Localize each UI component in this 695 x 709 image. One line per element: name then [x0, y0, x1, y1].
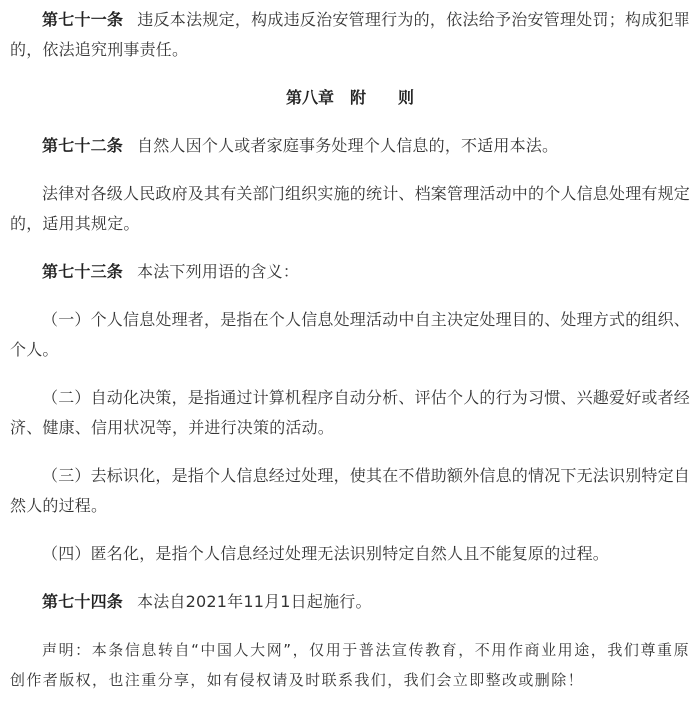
- copyright-notice: 声明：本条信息转自“中国人大网”，仅用于普法宣传教育，不用作商业用途，我们尊重原创作者版权，也注重分享，如有侵权请及时联系我们，我们会立即整改或删除！: [10, 641, 690, 689]
- article-text: 本法下列用语的含义：: [137, 262, 300, 281]
- law-document: [10, 0, 690, 695]
- article-number: 第七十二条: [42, 136, 124, 155]
- definition-item: （四）匿名化，是指个人信息经过处理无法识别特定自然人且不能复原的过程。: [42, 544, 610, 563]
- article-text: 本法自2021年11月1日起施行。: [137, 592, 372, 611]
- article-number: 第七十一条: [42, 10, 124, 29]
- definition-item: （一）个人信息处理者，是指在个人信息处理活动中自主决定处理目的、处理方式的组织、个人。: [10, 310, 691, 359]
- article-text: 自然人因个人或者家庭事务处理个人信息的，不适用本法。: [137, 136, 559, 155]
- article-text: 违反本法规定，构成违反治安管理行为的，依法给予治安管理处罚；构成犯罪的，依法追究刑事责任。: [10, 10, 690, 59]
- article-number: 第七十四条: [42, 592, 124, 611]
- article-72: [10, 131, 690, 161]
- article-71: [10, 5, 690, 65]
- chapter-heading: 第八章 附 则: [285, 88, 414, 107]
- article-74: [10, 587, 690, 617]
- article-73: [10, 257, 690, 287]
- article-number: 第七十三条: [42, 262, 124, 281]
- definition-item: （三）去标识化，是指个人信息经过处理，使其在不借助额外信息的情况下无法识别特定自然人的过程。: [10, 466, 691, 515]
- definition-item: （二）自动化决策，是指通过计算机程序自动分析、评估个人的行为习惯、兴趣爱好或者经济、健康、信用状况等，并进行决策的活动。: [10, 388, 691, 437]
- article-72-paragraph-2: 法律对各级人民政府及其有关部门组织实施的统计、档案管理活动中的个人信息处理有规定的，适用其规定。: [10, 184, 691, 233]
